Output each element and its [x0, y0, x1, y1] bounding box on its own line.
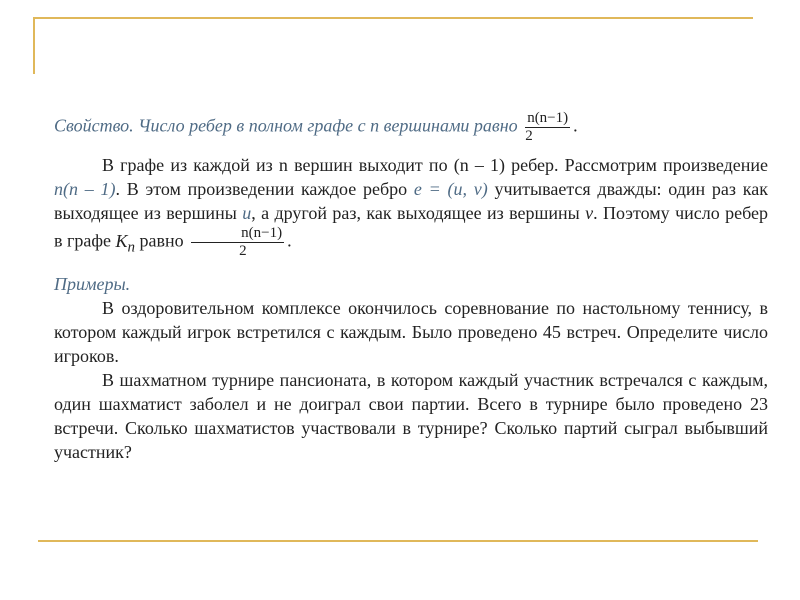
- proof-fraction: [191, 225, 284, 260]
- proof-tail: .: [287, 230, 292, 251]
- proof-text-6: равно: [135, 230, 189, 251]
- proof-product: n(n – 1): [54, 179, 116, 199]
- slide-content: [54, 110, 768, 464]
- property-fraction: [525, 110, 570, 145]
- proof-vertex-u: u: [242, 203, 252, 223]
- proof-edge: e = (u, v): [413, 179, 488, 199]
- proof-graph-k-letter: K: [115, 230, 128, 251]
- example-1: В оздоровительном комплексе окончилось соревнование по настольному теннису, в котором каждый игрок встретился с каждым. Было проведено 45 встреч. Определите число игроков.: [54, 298, 768, 366]
- proof-fraction-numerator: n(n−1): [191, 225, 284, 243]
- proof-graph-k-subscript: n: [127, 239, 136, 256]
- example-2: В шахматном турнире пансионата, в котором каждый участник встречался с каждым, один шахматист заболел и не доиграл свои партии. Всего в турнире было проведено 23 встречи. Сколько шахматистов участвовали в турнире? Сколько партий сыграл выбывший участник?: [54, 370, 768, 462]
- property-text: Свойство. Число ребер в полном графе с n вершинами равно: [54, 115, 518, 136]
- frame-left-line: [33, 17, 35, 74]
- examples-heading: Примеры.: [54, 274, 131, 294]
- property-fraction-denominator: 2: [525, 128, 533, 144]
- property-fraction-numerator: n(n−1): [527, 110, 569, 126]
- property-tail: .: [573, 115, 578, 136]
- proof-graph-k: [115, 230, 136, 256]
- proof-text-3: учитывается дважды: один раз как выходящее из вершины: [54, 179, 768, 223]
- property-statement: [54, 110, 768, 145]
- proof-text-2: . В этом произведении каждое ребро: [115, 179, 414, 199]
- frame-top-line: [33, 17, 753, 19]
- proof-paragraph: [54, 153, 768, 260]
- proof-text-1: В графе из каждой из n вершин выходит по (n – 1) ребер. Рассмотрим произведение: [102, 155, 768, 175]
- proof-vertex-v: v: [585, 203, 594, 223]
- proof-fraction-denominator: 2: [239, 243, 247, 259]
- frame-bottom-line: [38, 540, 758, 542]
- proof-text-4: , а другой раз, как выходящее из вершины: [251, 203, 586, 223]
- proof-text-5: . Поэтому число ребер в графе: [54, 203, 769, 251]
